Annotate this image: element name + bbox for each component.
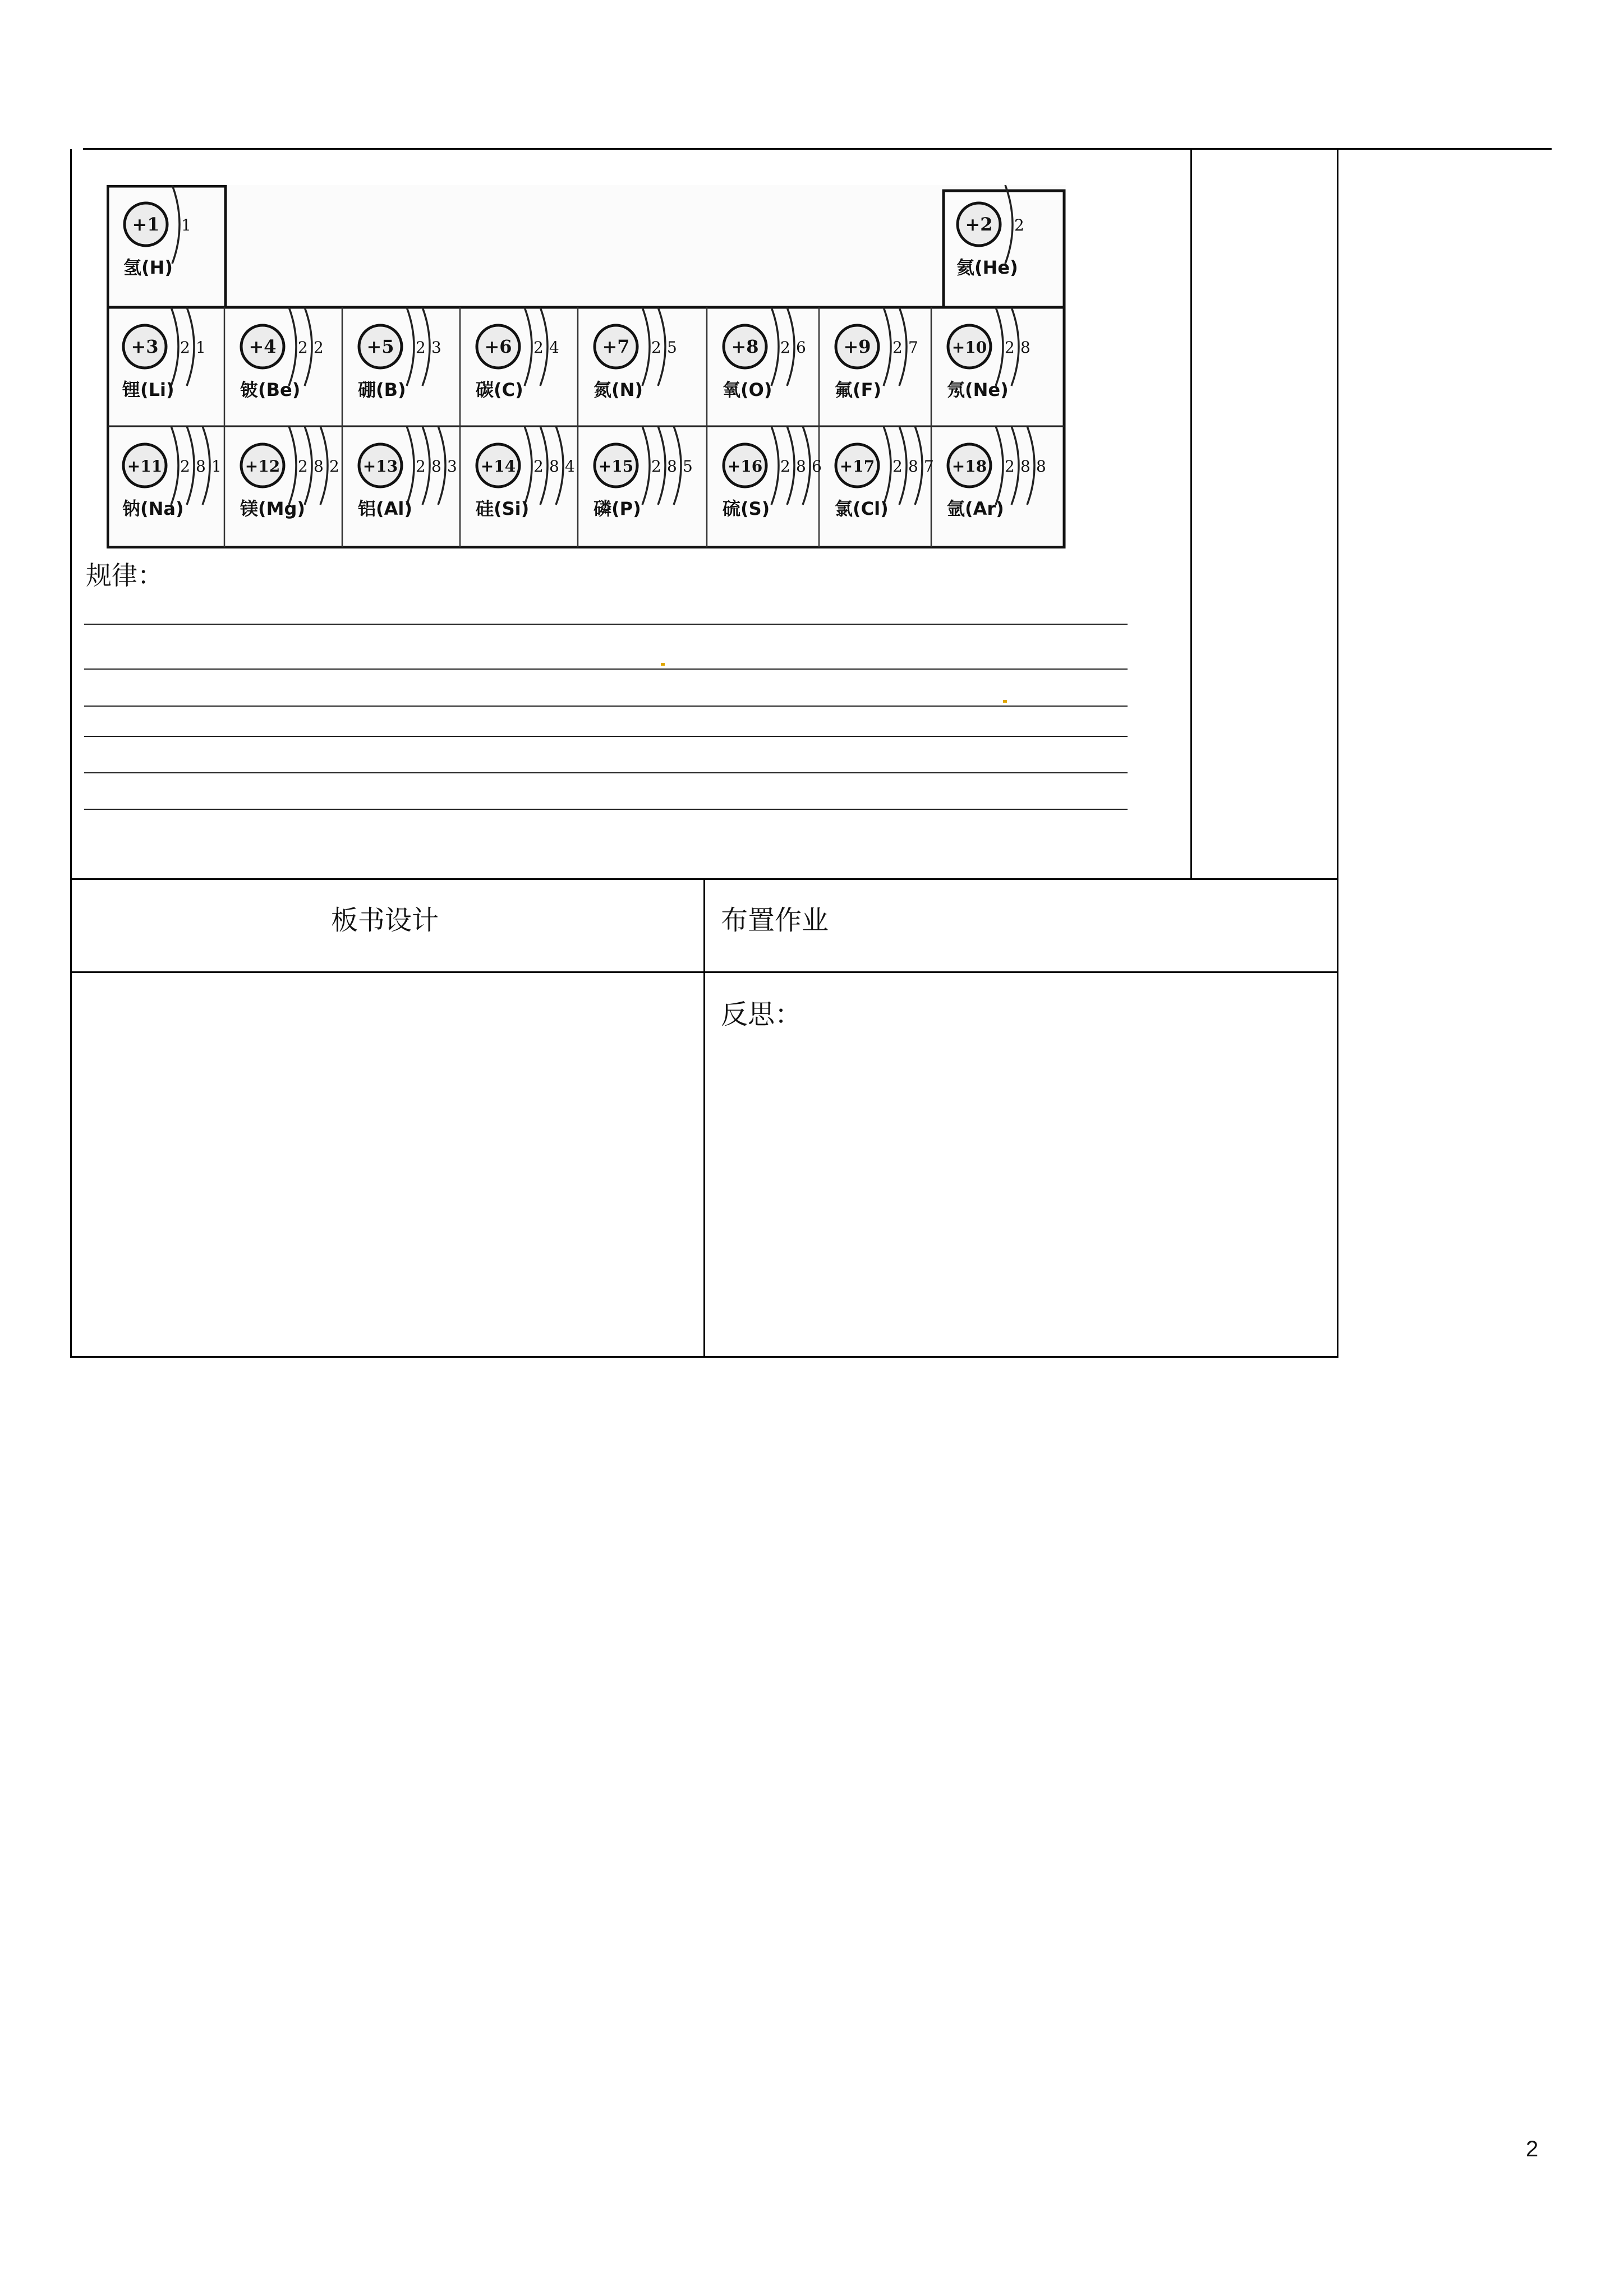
table-right-border xyxy=(1337,149,1338,1358)
nucleus-charge: +3 xyxy=(131,336,159,357)
shell-electron-count: 6 xyxy=(812,457,822,476)
nucleus-charge: +10 xyxy=(951,338,987,357)
shell-electron-count: 2 xyxy=(533,338,544,357)
nucleus-charge: +6 xyxy=(484,336,512,357)
nucleus-charge: +1 xyxy=(132,214,160,235)
element-name: 氢(H) xyxy=(123,257,173,278)
mid-column-border xyxy=(703,878,705,1358)
nucleus-charge: +12 xyxy=(245,457,280,476)
element-name: 氯(Cl) xyxy=(835,498,889,519)
shell-electron-count: 3 xyxy=(431,338,441,357)
shell-electron-count: 8 xyxy=(431,457,441,476)
nucleus-charge: +5 xyxy=(366,336,394,357)
element-name: 磷(P) xyxy=(594,498,641,519)
page-number: 2 xyxy=(1526,2137,1539,2161)
element-name: 氟(F) xyxy=(835,379,882,400)
shell-electron-count: 1 xyxy=(181,216,191,234)
answer-line xyxy=(84,772,1128,773)
nucleus-charge: +4 xyxy=(249,336,277,357)
element-name: 氩(Ar) xyxy=(947,498,1004,519)
answer-line xyxy=(84,624,1128,625)
shell-electron-count: 2 xyxy=(1005,457,1015,476)
element-name: 氦(He) xyxy=(956,257,1018,278)
shell-electron-count: 2 xyxy=(298,457,308,476)
shell-electron-count: 8 xyxy=(1020,457,1030,476)
scan-speck xyxy=(1003,700,1007,703)
shell-electron-count: 2 xyxy=(892,457,903,476)
nucleus-charge: +16 xyxy=(727,457,763,476)
element-name: 氮(N) xyxy=(594,379,643,400)
shell-electron-count: 2 xyxy=(651,338,661,357)
shell-electron-count: 2 xyxy=(180,457,190,476)
shell-electron-count: 7 xyxy=(908,338,918,357)
element-name: 硫(S) xyxy=(723,498,770,519)
inner-right-column-border xyxy=(1190,149,1192,879)
element-name: 碳(C) xyxy=(476,379,523,400)
shell-electron-count: 6 xyxy=(796,338,806,357)
shell-electron-count: 2 xyxy=(416,457,426,476)
shell-electron-count: 2 xyxy=(298,338,308,357)
shell-electron-count: 8 xyxy=(667,457,677,476)
nucleus-charge: +14 xyxy=(480,457,516,476)
answer-line xyxy=(84,668,1128,670)
shell-electron-count: 8 xyxy=(1020,338,1030,357)
element-name: 硅(Si) xyxy=(476,498,530,519)
element-name: 镁(Mg) xyxy=(240,498,306,519)
shell-electron-count: 2 xyxy=(533,457,544,476)
nucleus-charge: +8 xyxy=(731,336,759,357)
shell-electron-count: 2 xyxy=(329,457,339,476)
nucleus-charge: +17 xyxy=(839,457,875,476)
shell-electron-count: 1 xyxy=(211,457,222,476)
shell-electron-count: 2 xyxy=(1005,338,1015,357)
scan-speck xyxy=(661,663,665,666)
reflection-label: 反思： xyxy=(721,999,802,1030)
shell-electron-count: 8 xyxy=(1036,457,1046,476)
regularity-label: 规律： xyxy=(86,560,163,591)
atomic-structure-table xyxy=(107,185,1066,548)
shell-electron-count: 2 xyxy=(180,338,190,357)
nucleus-charge: +15 xyxy=(598,457,634,476)
element-name: 氧(O) xyxy=(723,379,772,400)
shell-electron-count: 2 xyxy=(780,338,790,357)
shell-electron-count: 2 xyxy=(416,338,426,357)
diagram-background xyxy=(107,185,1066,548)
shell-electron-count: 8 xyxy=(908,457,918,476)
shell-electron-count: 2 xyxy=(892,338,903,357)
shell-electron-count: 2 xyxy=(314,338,324,357)
shell-electron-count: 5 xyxy=(667,338,677,357)
nucleus-charge: +18 xyxy=(951,457,987,476)
element-name: 钠(Na) xyxy=(122,498,184,519)
shell-electron-count: 8 xyxy=(796,457,806,476)
answer-line xyxy=(84,736,1128,737)
shell-electron-count: 2 xyxy=(651,457,661,476)
shell-electron-count: 3 xyxy=(447,457,457,476)
answer-line xyxy=(84,809,1128,810)
table-left-border xyxy=(70,149,72,1358)
shell-electron-count: 2 xyxy=(780,457,790,476)
shell-electron-count: 8 xyxy=(314,457,324,476)
shell-electron-count: 7 xyxy=(924,457,934,476)
element-name: 铍(Be) xyxy=(240,379,301,400)
board-design-label: 板书设计 xyxy=(331,905,439,936)
shell-electron-count: 4 xyxy=(549,338,559,357)
element-name: 锂(Li) xyxy=(122,379,174,400)
nucleus-charge: +9 xyxy=(843,336,871,357)
nucleus-charge: +7 xyxy=(602,336,630,357)
top-rule xyxy=(83,148,1552,150)
nucleus-charge: +13 xyxy=(362,457,398,476)
shell-electron-count: 2 xyxy=(1014,216,1024,234)
homework-label: 布置作业 xyxy=(721,905,829,936)
nucleus-charge: +11 xyxy=(127,457,163,476)
element-name: 硼(B) xyxy=(358,379,406,400)
shell-electron-count: 8 xyxy=(549,457,559,476)
shell-electron-count: 8 xyxy=(196,457,206,476)
shell-electron-count: 5 xyxy=(683,457,693,476)
element-name: 铝(Al) xyxy=(358,498,412,519)
element-name: 氖(Ne) xyxy=(947,379,1009,400)
answer-line xyxy=(84,706,1128,707)
shell-electron-count: 1 xyxy=(196,338,206,357)
nucleus-charge: +2 xyxy=(965,214,993,235)
shell-electron-count: 4 xyxy=(565,457,575,476)
